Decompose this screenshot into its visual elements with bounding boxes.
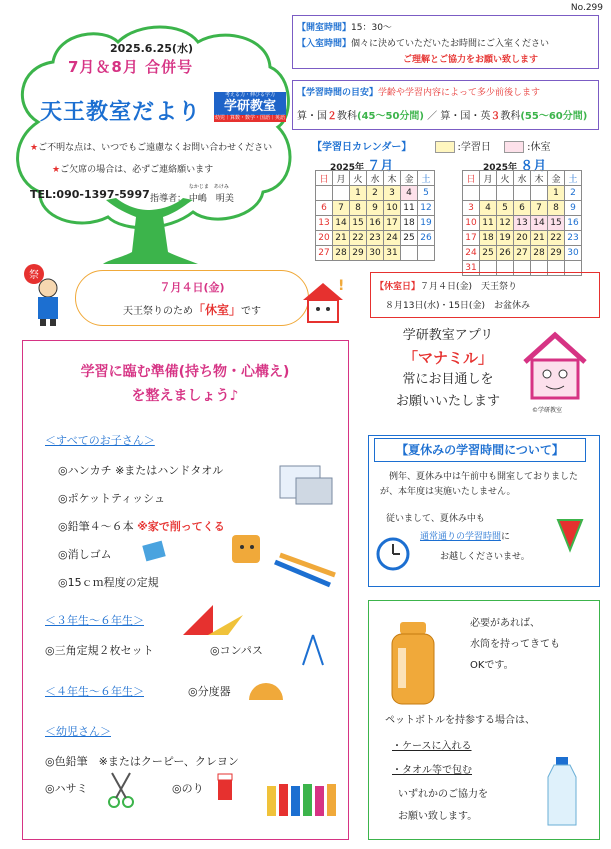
calendar-day: 17 [384, 216, 401, 231]
calendar-day: 9 [367, 201, 384, 216]
water-line-1: 必要があれば、 [470, 618, 540, 629]
calendar-day: 5 [497, 201, 514, 216]
calendar-day: 7 [531, 201, 548, 216]
calendar-day: 16 [367, 216, 384, 231]
calendar-day [480, 186, 497, 201]
calendar-day: 8 [548, 201, 565, 216]
calendar-day: 24 [463, 246, 480, 261]
compass-icon [298, 632, 328, 668]
calendar-day [514, 186, 531, 201]
calendar-day: 10 [463, 216, 480, 231]
water-line-4: ペットボトルを持参する場合は、 [385, 715, 535, 726]
issue-date: 2025.6.25(水) [110, 42, 193, 55]
calendar-day: 29 [350, 246, 367, 261]
study-time-guide: 【学習時間の目安】学齢や学習内容によって多少前後します 算・国２教科(45～50分間) ／ 算・国・英３教科(55～60分間) [292, 80, 599, 130]
calendar-day: 23 [367, 231, 384, 246]
issue-number: No.299 [570, 3, 603, 13]
weekday-header: 金 [548, 171, 565, 186]
item-triangle-set: ◎三角定規２枚セット [45, 644, 154, 657]
absence-note: ★ご欠席の場合は、必ずご連絡願います [52, 165, 214, 175]
crayons-icon [265, 778, 340, 818]
weekday-header: 水 [514, 171, 531, 186]
water-line-8: お願い致します。 [398, 811, 478, 822]
calendar-day: 11 [401, 201, 418, 216]
svg-text:!: ! [338, 278, 345, 294]
water-line-2: 水筒を持ってきても [470, 639, 560, 650]
calendar-day: 4 [401, 186, 418, 201]
calendar-day: 1 [548, 186, 565, 201]
handkerchief-tissue-icon [276, 458, 338, 508]
calendar-day: 20 [316, 231, 333, 246]
summer-line-2: 従いまして、夏休み中も [386, 514, 485, 524]
calendar-day: 21 [531, 231, 548, 246]
calendar-day: 12 [497, 216, 514, 231]
calendar-header: 【学習日カレンダー】 :学習日 :休室 [312, 142, 551, 153]
calendar-day: 2 [367, 186, 384, 201]
water-line-3: OKです。 [470, 660, 514, 671]
festival-child-icon [20, 262, 68, 327]
july4-closure-bubble: ７月４日(金) 天王祭りのため「休室」です [75, 270, 309, 326]
calendar-day: 30 [367, 246, 384, 261]
calendar-day [333, 186, 350, 201]
phone-number: TEL:090-1397-5997 [30, 188, 150, 201]
app-copyright: ©学研教室 [532, 407, 563, 414]
calendar-day: 27 [316, 246, 333, 261]
glue-stick-icon [212, 770, 238, 804]
calendar-day: 18 [480, 231, 497, 246]
august-label: 2025年 ８月 [483, 159, 547, 174]
calendar-day: 19 [418, 216, 435, 231]
calendar-day: 25 [480, 246, 497, 261]
calendar-day [497, 186, 514, 201]
star-icon: ★ [30, 143, 39, 153]
calendar-day: 24 [384, 231, 401, 246]
weekday-header: 火 [497, 171, 514, 186]
calendar-day: 20 [514, 231, 531, 246]
plastic-bottle-icon [540, 755, 585, 830]
preschool-heading: ＜幼児さん＞ [45, 725, 111, 738]
merge-issue-title: 7月＆8月 合併号 [68, 58, 194, 76]
calendar-day: 12 [418, 201, 435, 216]
weekday-header: 木 [384, 171, 401, 186]
watermelon-icon [555, 515, 585, 555]
grade4-6-heading: ＜４年生～６年生＞ [45, 685, 144, 698]
closure-days-box: 【休室日】７月４日(金) 天王祭り ８月13日(水)・15日(金) お盆休み [370, 272, 600, 318]
calendar-day: 5 [418, 186, 435, 201]
calendar-day: 28 [531, 246, 548, 261]
calendar-day: 15 [350, 216, 367, 231]
weekday-header: 水 [367, 171, 384, 186]
protractor-icon [246, 676, 286, 704]
calendar-day: 7 [333, 201, 350, 216]
calendar-day: 29 [548, 246, 565, 261]
weekday-header: 火 [350, 171, 367, 186]
item-ruler: ◎15ｃｍ程度の定規 [58, 576, 159, 589]
eraser-icon [140, 535, 170, 565]
gakken-logo: 考える力・伸びる学力 学研教室 幼児｜算数・数学・国語｜英語 [214, 92, 285, 121]
july-label: 2025年 ７月 [330, 159, 394, 174]
calendar-day: 3 [384, 186, 401, 201]
item-pencils: ◎鉛筆４～６本 ※家で削ってくる [58, 520, 225, 533]
weekday-header: 土 [565, 171, 582, 186]
teacher-ruby: なかじま あけみ [188, 184, 229, 190]
item-eraser: ◎消しゴム [58, 548, 112, 561]
water-line-6: ・タオル等で包む [392, 765, 472, 776]
calendar-day [463, 186, 480, 201]
legend-study-swatch [435, 141, 455, 153]
calendar-day: 31 [463, 261, 480, 276]
hours-box: 【開室時間】15：30～ 【入室時間】個々に決めていただいたお時間にご入室ください ご理解とご協力をお願い致します [292, 15, 599, 69]
calendar-day: 19 [497, 231, 514, 246]
calendar-day: 6 [514, 201, 531, 216]
calendar-day: 22 [350, 231, 367, 246]
july-calendar [315, 170, 435, 261]
summer-line-3: 通常通りの学習時間に [420, 532, 511, 542]
app-promo: 学研教室アプリ 「マナミル」 常にお目通しを お願いいたします [395, 328, 500, 409]
calendar-day: 15 [548, 216, 565, 231]
scissors-icon [106, 770, 138, 810]
weekday-header: 日 [316, 171, 333, 186]
newsletter-title: 天王教室だより [40, 100, 202, 125]
weekday-header: 日 [463, 171, 480, 186]
sharpener-icon [228, 525, 268, 567]
calendar-day: 26 [497, 246, 514, 261]
calendar-day: 21 [333, 231, 350, 246]
weekday-header: 土 [418, 171, 435, 186]
calendar-day [531, 186, 548, 201]
calendar-day: 10 [384, 201, 401, 216]
calendar-day [316, 186, 333, 201]
summer-paragraph: 例年、夏休み中は午前中も開室しておりましたが、本年度は実施いたしません。 [380, 472, 579, 497]
summer-line-4: お越しくださいませ。 [440, 552, 530, 562]
svg-text:祭: 祭 [29, 270, 39, 281]
grade3-6-heading: ＜３年生～６年生＞ [45, 614, 144, 627]
inquiry-note: ★ご不明な点は、いつでもご遠慮なくお問い合わせください [30, 143, 273, 153]
clock-icon [373, 532, 413, 572]
teacher: 指導者： なかじま あけみ 中嶋 明美 [150, 184, 234, 204]
pencils-icon [270, 550, 340, 595]
item-handkerchief: ◎ハンカチ ※またはハンドタオル [58, 464, 224, 477]
weekday-header: 月 [333, 171, 350, 186]
calendar-day: 17 [463, 231, 480, 246]
calendar-day: 16 [565, 216, 582, 231]
star-icon: ★ [52, 165, 61, 175]
house-character-icon [298, 278, 348, 328]
weekday-header: 木 [531, 171, 548, 186]
item-scissors: ◎ハサミ [45, 782, 88, 795]
calendar-day: 22 [548, 231, 565, 246]
calendar-day [418, 246, 435, 261]
august-calendar [462, 170, 582, 276]
calendar-day: 30 [565, 246, 582, 261]
preparation-heading: 学習に臨む準備(持ち物・心構え) を整えましょう♪ [80, 364, 290, 404]
item-glue: ◎のり [172, 782, 204, 795]
item-tissue: ◎ポケットティッシュ [58, 492, 165, 505]
manamiru-house-icon [520, 330, 590, 408]
calendar-day: 13 [316, 216, 333, 231]
water-flask-icon [378, 618, 448, 708]
legend-rest-swatch [504, 141, 524, 153]
weekday-header: 金 [401, 171, 418, 186]
calendar-day: 26 [418, 231, 435, 246]
calendar-day: 8 [350, 201, 367, 216]
calendar-day: 25 [401, 231, 418, 246]
calendar-day: 9 [565, 201, 582, 216]
summer-heading: 【夏休みの学習時間について】 [374, 438, 586, 462]
item-compass: ◎コンパス [210, 644, 263, 657]
calendar-day: 28 [333, 246, 350, 261]
calendar-day: 11 [480, 216, 497, 231]
water-line-7: いずれかのご協力を [398, 789, 488, 800]
item-colored-pencils: ◎色鉛筆 ※またはクーピー、クレヨン [45, 755, 239, 768]
calendar-day: 27 [514, 246, 531, 261]
calendar-day: 13 [514, 216, 531, 231]
triangle-ruler-icon [178, 600, 248, 640]
calendar-day: 31 [384, 246, 401, 261]
calendar-day: 6 [316, 201, 333, 216]
calendar-day: 14 [333, 216, 350, 231]
calendar-day: 1 [350, 186, 367, 201]
calendar-day: 3 [463, 201, 480, 216]
all-children-heading: ＜すべてのお子さん＞ [45, 434, 155, 447]
calendar-day: 4 [480, 201, 497, 216]
calendar-day: 2 [565, 186, 582, 201]
calendar-day: 14 [531, 216, 548, 231]
water-line-5: ・ケースに入れる [392, 741, 472, 752]
calendar-day [401, 246, 418, 261]
weekday-header: 月 [480, 171, 497, 186]
item-protractor: ◎分度器 [188, 685, 231, 698]
calendar-day: 18 [401, 216, 418, 231]
calendar-day: 23 [565, 231, 582, 246]
